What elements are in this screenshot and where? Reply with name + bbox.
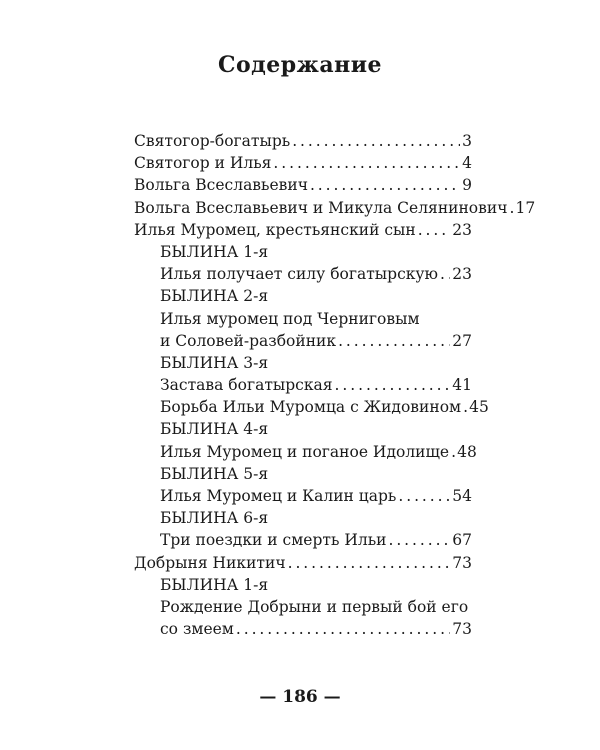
toc-entry-title: Святогор и Илья — [134, 154, 272, 173]
toc-entry — [134, 174, 472, 196]
toc-entry — [134, 152, 472, 174]
dot-leader — [463, 396, 467, 418]
toc-entry-title: БЫЛИНА 4-я — [160, 420, 269, 439]
dot-leader — [388, 529, 450, 551]
dot-leader — [509, 197, 513, 219]
toc-entry — [134, 596, 472, 618]
toc-entry-title: Борьба Ильи Муромца с Жидовином — [160, 398, 462, 417]
toc-entry-page: 17 — [515, 198, 536, 217]
toc-entry-page: 73 — [452, 553, 472, 572]
toc-entry-page: 73 — [452, 620, 472, 639]
toc-entry-title: Добрыня Никитич — [134, 553, 286, 572]
dot-leader — [440, 263, 450, 285]
toc-entry-title: БЫЛИНА 6-я — [160, 509, 269, 528]
toc-entry-title: Илья муромец под Черниговым — [160, 309, 420, 328]
toc-entry — [134, 552, 472, 574]
toc-entry — [134, 197, 536, 219]
toc-entry-title: БЫЛИНА 5-я — [160, 464, 269, 483]
dot-leader — [310, 174, 460, 196]
dot-leader — [418, 219, 451, 241]
toc-entry-page: 23 — [452, 265, 472, 284]
toc-entry-title: БЫЛИНА 1-я — [160, 242, 269, 261]
table-of-contents — [134, 130, 536, 640]
toc-entry — [134, 219, 472, 241]
toc-entry — [134, 308, 472, 330]
toc-entry-page: 27 — [452, 331, 472, 350]
toc-entry-title: БЫЛИНА 1-я — [160, 575, 269, 594]
toc-entry — [134, 463, 472, 485]
toc-entry-page: 67 — [452, 531, 472, 550]
dot-leader — [288, 552, 451, 574]
dot-leader — [292, 130, 460, 152]
toc-entry-title: Святогор-богатырь — [134, 132, 291, 150]
toc-entry — [134, 285, 472, 307]
toc-entry — [134, 352, 472, 374]
toc-entry-page: 45 — [469, 398, 489, 417]
toc-entry-page: 9 — [462, 176, 472, 195]
toc-entry — [134, 418, 472, 440]
toc-entry-title: со змеем — [160, 620, 234, 639]
toc-entry-page: 3 — [462, 132, 472, 150]
toc-entry-title: Илья Муромец и поганое Идолище — [160, 442, 450, 461]
toc-entry-page: 41 — [452, 376, 472, 395]
toc-entry — [134, 485, 472, 507]
toc-entry-title: Илья Муромец и Калин царь — [160, 487, 397, 505]
page-number: — 186 — — [259, 687, 341, 707]
toc-entry-title: Вольга Всеславьевич и Микула Селянинович — [134, 198, 508, 217]
dot-leader — [451, 441, 455, 463]
page-title: Содержание — [217, 52, 383, 78]
toc-entry-title: БЫЛИНА 2-я — [160, 287, 269, 306]
toc-entry — [134, 330, 472, 352]
toc-entry-title: Три поездки и смерть Ильи — [160, 531, 387, 550]
toc-entry — [134, 241, 472, 263]
dot-leader — [335, 374, 451, 396]
toc-entry — [134, 529, 472, 551]
toc-entry-title: БЫЛИНА 3-я — [160, 353, 269, 372]
dot-leader — [338, 330, 450, 352]
toc-entry — [134, 574, 472, 596]
toc-entry-title: и Соловей-разбойник — [160, 331, 337, 350]
toc-entry-page: 4 — [462, 154, 472, 173]
dot-leader — [398, 485, 450, 507]
toc-entry — [134, 130, 472, 152]
toc-entry-title: Вольга Всеславьевич — [134, 176, 308, 195]
toc-entry-page: 23 — [452, 220, 472, 239]
toc-entry-title: Рождение Добрыни и первый бой его — [160, 597, 469, 616]
toc-entry-title: Застава богатырская — [160, 376, 333, 395]
toc-entry — [134, 374, 472, 396]
toc-entry-title: Илья получает силу богатырскую — [160, 265, 439, 284]
toc-entry — [134, 618, 472, 640]
toc-entry — [134, 441, 477, 463]
toc-entry-page: 48 — [457, 442, 477, 461]
toc-entry — [134, 507, 472, 529]
toc-entry-title: Илья Муромец, крестьянский сын — [134, 220, 416, 239]
dot-leader — [236, 618, 450, 640]
toc-entry-page: 54 — [452, 487, 472, 505]
toc-entry — [134, 263, 472, 285]
toc-entry — [134, 396, 489, 418]
dot-leader — [273, 152, 460, 174]
